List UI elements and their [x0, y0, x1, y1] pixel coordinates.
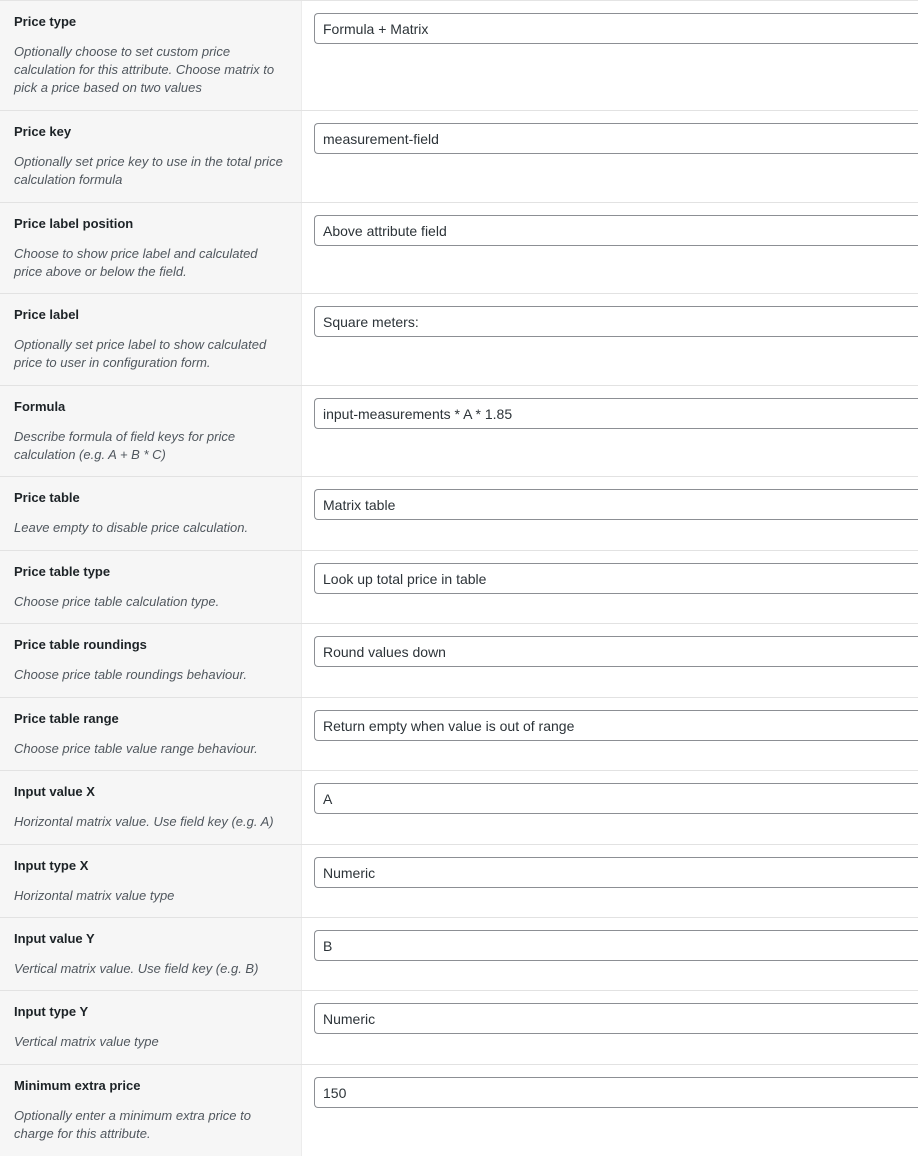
price-table-row: [0, 477, 918, 551]
minimum-extra-price-description: Optionally enter a minimum extra price to charge for this attribute.: [14, 1108, 251, 1141]
price-table-range-description: Choose price table value range behaviour.: [14, 741, 258, 756]
price-key-title: Price key: [14, 124, 72, 139]
formula-label-cell: [0, 386, 302, 476]
price-table-type-description: Choose price table calculation type.: [14, 594, 220, 609]
price-label-position-row: [0, 203, 918, 294]
price-table-type-label-cell: [0, 551, 302, 623]
price-table-label-cell: [0, 477, 302, 550]
price-table-type-select[interactable]: [314, 563, 918, 594]
input-value-x-description: Horizontal matrix value. Use field key (e.g. A): [14, 814, 274, 829]
formula-row: [0, 386, 918, 477]
input-type-x-label-cell: [0, 845, 302, 917]
input-value-x-title: Input value X: [14, 784, 95, 799]
price-label-position-select[interactable]: [314, 215, 918, 246]
price-table-type-title: Price table type: [14, 564, 111, 579]
price-table-type-row: [0, 551, 918, 624]
price-table-roundings-label-cell: [0, 624, 302, 697]
price-key-input[interactable]: [314, 123, 918, 154]
price-type-row: [0, 1, 918, 111]
minimum-extra-price-title: Minimum extra price: [14, 1078, 141, 1093]
price-key-description: Optionally set price key to use in the total price calculation formula: [14, 154, 283, 187]
price-label-position-description: Choose to show price label and calculated price above or below the field.: [14, 246, 258, 279]
input-type-y-select[interactable]: [314, 1003, 918, 1034]
price-label-title: Price label: [14, 307, 80, 322]
input-type-x-title: Input type X: [14, 858, 89, 873]
input-type-x-input-cell: [302, 845, 918, 917]
price-label-label-cell: [0, 294, 302, 385]
formula-input[interactable]: [314, 398, 918, 429]
price-type-title: Price type: [14, 14, 77, 29]
price-label-position-input-cell: [302, 203, 918, 293]
price-type-description: Optionally choose to set custom price calculation for this attribute. Choose matrix to pick a price based on two values: [14, 44, 275, 95]
price-label-input-cell: [302, 294, 918, 385]
price-table-range-label-cell: [0, 698, 302, 770]
formula-description: Describe formula of field keys for price calculation (e.g. A + B * C): [14, 429, 236, 462]
price-table-roundings-row: [0, 624, 918, 698]
price-table-input-cell: [302, 477, 918, 550]
input-type-x-select[interactable]: [314, 857, 918, 888]
input-type-y-row: [0, 991, 918, 1065]
minimum-extra-price-input-cell: [302, 1065, 918, 1156]
input-type-x-row: [0, 845, 918, 918]
input-value-x-label-cell: [0, 771, 302, 844]
input-value-x-input[interactable]: [314, 783, 918, 814]
formula-title: Formula: [14, 399, 66, 414]
price-type-input-cell: [302, 1, 918, 110]
price-label-input[interactable]: [314, 306, 918, 337]
price-table-range-title: Price table range: [14, 711, 119, 726]
input-value-y-row: [0, 918, 918, 991]
input-value-x-input-cell: [302, 771, 918, 844]
price-table-select[interactable]: [314, 489, 918, 520]
price-label-position-label-cell: [0, 203, 302, 293]
price-label-position-title: Price label position: [14, 216, 134, 231]
input-value-x-row: [0, 771, 918, 845]
input-type-y-input-cell: [302, 991, 918, 1064]
price-key-row: [0, 111, 918, 203]
price-key-input-cell: [302, 111, 918, 202]
input-value-y-input-cell: [302, 918, 918, 990]
input-type-y-label-cell: [0, 991, 302, 1064]
input-type-y-title: Input type Y: [14, 1004, 89, 1019]
input-value-y-title: Input value Y: [14, 931, 95, 946]
price-table-roundings-title: Price table roundings: [14, 637, 147, 652]
price-table-roundings-select[interactable]: [314, 636, 918, 667]
price-type-select[interactable]: [314, 13, 918, 44]
price-table-roundings-description: Choose price table roundings behaviour.: [14, 667, 247, 682]
minimum-extra-price-label-cell: [0, 1065, 302, 1156]
price-table-type-input-cell: [302, 551, 918, 623]
minimum-extra-price-input[interactable]: [314, 1077, 918, 1108]
price-table-range-row: [0, 698, 918, 771]
formula-input-cell: [302, 386, 918, 476]
price-table-description: Leave empty to disable price calculation.: [14, 520, 249, 535]
price-label-row: [0, 294, 918, 386]
price-type-label-cell: [0, 1, 302, 110]
price-table-title: Price table: [14, 490, 80, 505]
input-type-x-description: Horizontal matrix value type: [14, 888, 175, 903]
input-value-y-input[interactable]: [314, 930, 918, 961]
minimum-extra-price-row: [0, 1065, 918, 1156]
price-table-roundings-input-cell: [302, 624, 918, 697]
input-value-y-description: Vertical matrix value. Use field key (e.g. B): [14, 961, 259, 976]
input-type-y-description: Vertical matrix value type: [14, 1034, 159, 1049]
input-value-y-label-cell: [0, 918, 302, 990]
price-key-label-cell: [0, 111, 302, 202]
price-table-range-select[interactable]: [314, 710, 918, 741]
price-table-range-input-cell: [302, 698, 918, 770]
price-label-description: Optionally set price label to show calculated price to user in configuration form.: [14, 337, 267, 370]
